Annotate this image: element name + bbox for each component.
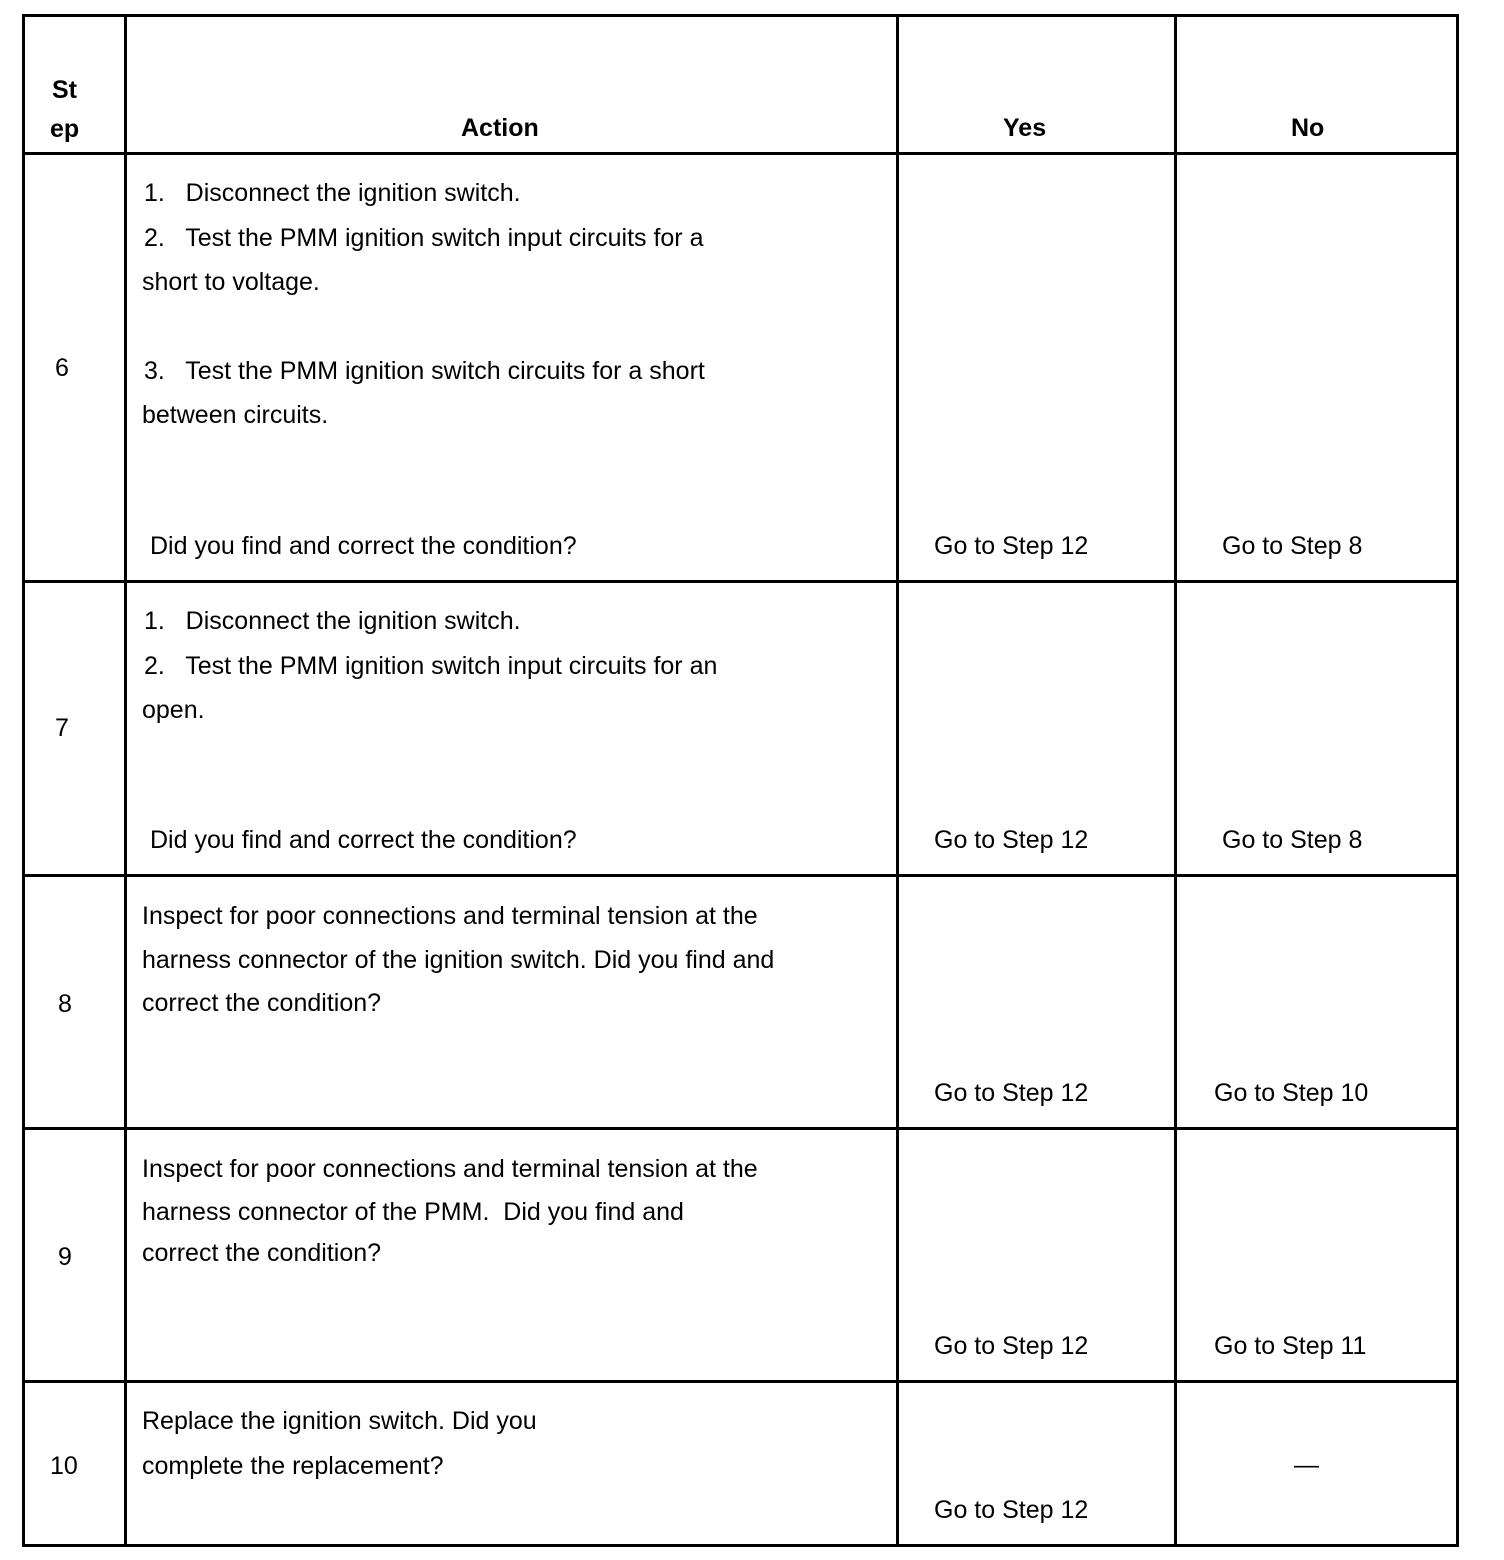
header-step-line2: ep xyxy=(50,115,80,143)
action-line: correct the condition? xyxy=(142,989,382,1017)
action-line: 3. Test the PMM ignition switch circuits for a short xyxy=(144,357,705,385)
action-line: harness connector of the ignition switch. Did you find and xyxy=(142,946,775,974)
action-question: Did you find and correct the condition? xyxy=(150,826,577,854)
step-number: 10 xyxy=(50,1452,78,1480)
action-line: Inspect for poor connections and terminal tension at the xyxy=(142,1155,758,1183)
action-line: correct the condition? xyxy=(142,1239,382,1267)
no-result: Go to Step 8 xyxy=(1222,826,1363,854)
yes-result: Go to Step 12 xyxy=(934,532,1089,560)
no-result: Go to Step 10 xyxy=(1214,1079,1369,1107)
action-line: Replace the ignition switch. Did you xyxy=(142,1407,537,1435)
header-yes: Yes xyxy=(1003,114,1047,142)
action-line: 2. Test the PMM ignition switch input circuits for a xyxy=(144,224,704,252)
table-border-left xyxy=(22,14,25,1547)
yes-result: Go to Step 12 xyxy=(934,1079,1089,1107)
action-line: 2. Test the PMM ignition switch input circuits for an xyxy=(144,652,718,680)
step-number: 9 xyxy=(58,1243,72,1271)
row-divider xyxy=(22,580,1459,583)
table-border-top xyxy=(22,14,1459,17)
header-divider xyxy=(22,152,1459,155)
header-step-line1: St xyxy=(52,76,77,104)
action-line: complete the replacement? xyxy=(142,1452,444,1480)
action-line: 1. Disconnect the ignition switch. xyxy=(144,179,521,207)
action-line: open. xyxy=(142,696,205,724)
table-border-bottom xyxy=(22,1544,1459,1547)
action-line: Inspect for poor connections and terminal tension at the xyxy=(142,902,758,930)
yes-result: Go to Step 12 xyxy=(934,1496,1089,1524)
step-number: 8 xyxy=(58,990,72,1018)
column-divider xyxy=(1174,14,1177,1547)
row-divider xyxy=(22,874,1459,877)
yes-result: Go to Step 12 xyxy=(934,1332,1089,1360)
step-number: 6 xyxy=(55,354,69,382)
row-divider xyxy=(22,1127,1459,1130)
action-line: harness connector of the PMM. Did you find and xyxy=(142,1198,684,1226)
table-border-right xyxy=(1456,14,1459,1547)
header-no: No xyxy=(1291,114,1325,142)
action-question: Did you find and correct the condition? xyxy=(150,532,577,560)
no-result: Go to Step 8 xyxy=(1222,532,1363,560)
no-result: — xyxy=(1294,1451,1319,1479)
column-divider xyxy=(896,14,899,1547)
yes-result: Go to Step 12 xyxy=(934,826,1089,854)
action-line: between circuits. xyxy=(142,401,329,429)
header-action: Action xyxy=(461,114,539,142)
column-divider xyxy=(124,14,127,1547)
row-divider xyxy=(22,1380,1459,1383)
action-line: short to voltage. xyxy=(142,268,320,296)
step-number: 7 xyxy=(55,714,69,742)
no-result: Go to Step 11 xyxy=(1214,1332,1367,1360)
action-line: 1. Disconnect the ignition switch. xyxy=(144,607,521,635)
